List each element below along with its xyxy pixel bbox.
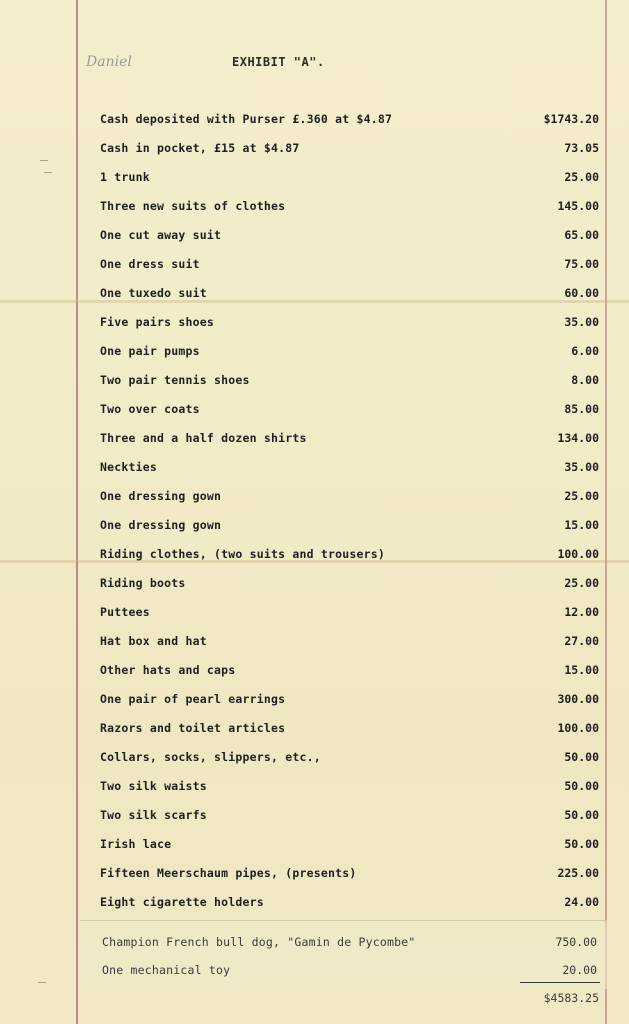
item-amount: 134.00: [557, 431, 599, 445]
item-amount: 65.00: [564, 228, 599, 242]
item-description: Three new suits of clothes: [100, 199, 286, 213]
item-amount: 145.00: [557, 199, 599, 213]
list-item: [0, 489, 629, 509]
item-amount: 15.00: [564, 518, 599, 532]
item-amount: 60.00: [564, 286, 599, 300]
list-item: [0, 663, 629, 683]
item-description: Two over coats: [100, 402, 200, 416]
item-description: Other hats and caps: [100, 663, 236, 677]
item-amount: 15.00: [564, 663, 599, 677]
item-amount: 35.00: [564, 315, 599, 329]
pencil-signature: Daniel: [86, 54, 132, 70]
item-description: Fifteen Meerschaum pipes, (presents): [100, 866, 357, 880]
item-amount: 24.00: [564, 895, 599, 909]
item-description: Neckties: [100, 460, 157, 474]
list-item: [0, 692, 629, 712]
item-description: Collars, socks, slippers, etc.,: [100, 750, 321, 764]
item-description: Riding boots: [100, 576, 186, 590]
list-item: [0, 576, 629, 596]
list-item: [0, 837, 629, 857]
list-item: [0, 431, 629, 451]
item-amount: 8.00: [571, 373, 599, 387]
item-description: Eight cigarette holders: [100, 895, 264, 909]
item-description: Hat box and hat: [100, 634, 207, 648]
item-description: Five pairs shoes: [100, 315, 214, 329]
item-amount: 20.00: [562, 963, 597, 977]
item-description: One pair pumps: [100, 344, 200, 358]
item-description: Two pair tennis shoes: [100, 373, 250, 387]
item-amount: 50.00: [564, 837, 599, 851]
list-item: [0, 963, 629, 983]
item-description: Irish lace: [100, 837, 172, 851]
item-description: Two silk scarfs: [100, 808, 207, 822]
item-amount: 300.00: [557, 692, 599, 706]
item-amount: $1743.20: [543, 112, 599, 126]
item-amount: 25.00: [564, 576, 599, 590]
list-item: [0, 779, 629, 799]
list-item: [0, 808, 629, 828]
list-item: [0, 373, 629, 393]
list-item: [0, 402, 629, 422]
item-amount: 25.00: [564, 489, 599, 503]
list-item: [0, 547, 629, 567]
item-description: Cash deposited with Purser £.360 at $4.87: [100, 112, 393, 126]
list-item: [0, 935, 629, 955]
item-description: Two silk waists: [100, 779, 207, 793]
item-description: Riding clothes, (two suits and trousers): [100, 547, 385, 561]
item-amount: 12.00: [564, 605, 599, 619]
item-amount: 50.00: [564, 808, 599, 822]
list-item: [0, 228, 629, 248]
list-item: [0, 895, 629, 915]
item-description: Cash in pocket, £15 at $4.87: [100, 141, 300, 155]
item-amount: 6.00: [571, 344, 599, 358]
item-description: One cut away suit: [100, 228, 222, 242]
item-amount: 25.00: [564, 170, 599, 184]
item-amount: 100.00: [557, 721, 599, 735]
item-amount: 750.00: [555, 935, 597, 949]
item-description: Puttees: [100, 605, 150, 619]
item-description: Razors and toilet articles: [100, 721, 286, 735]
item-amount: 27.00: [564, 634, 599, 648]
item-amount: 50.00: [564, 750, 599, 764]
item-amount: 100.00: [557, 547, 599, 561]
list-item: [0, 634, 629, 654]
item-description: 1 trunk: [100, 170, 150, 184]
item-description: One dressing gown: [100, 518, 222, 532]
list-item: [0, 315, 629, 335]
item-amount: 75.00: [564, 257, 599, 271]
list-item: [0, 199, 629, 219]
exhibit-title: EXHIBIT "A".: [232, 55, 325, 69]
list-item: [0, 170, 629, 190]
sum-underline: [520, 982, 600, 983]
item-amount: 73.05: [564, 141, 599, 155]
list-item: [0, 112, 629, 132]
item-description: One pair of pearl earrings: [100, 692, 286, 706]
list-item: [0, 866, 629, 886]
list-item: [0, 257, 629, 277]
item-description: One tuxedo suit: [100, 286, 207, 300]
grand-total: $4583.25: [543, 991, 599, 1005]
list-item: [0, 721, 629, 741]
list-item: [0, 460, 629, 480]
list-item: [0, 141, 629, 161]
item-description: One dress suit: [100, 257, 200, 271]
item-description: Three and a half dozen shirts: [100, 431, 307, 445]
item-amount: 35.00: [564, 460, 599, 474]
item-amount: 85.00: [564, 402, 599, 416]
item-amount: 225.00: [557, 866, 599, 880]
item-amount: 50.00: [564, 779, 599, 793]
list-item: [0, 286, 629, 306]
list-item: [0, 750, 629, 770]
item-description: One dressing gown: [100, 489, 222, 503]
list-item: [0, 518, 629, 538]
item-description: Champion French bull dog, "Gamin de Pycombe": [102, 935, 416, 949]
list-item: [0, 344, 629, 364]
list-item: [0, 605, 629, 625]
item-description: One mechanical toy: [102, 963, 231, 977]
